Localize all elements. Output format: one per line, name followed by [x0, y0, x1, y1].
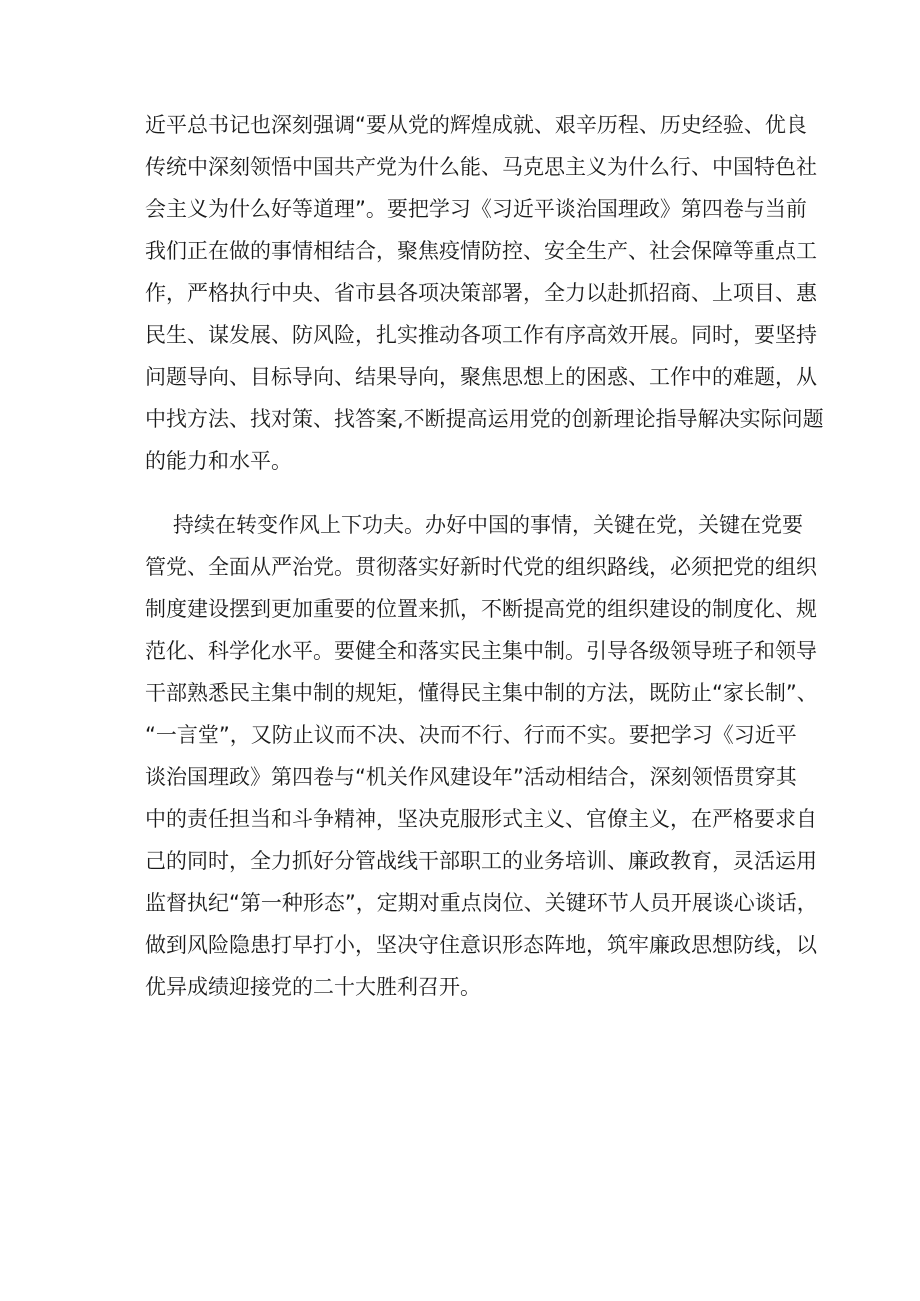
paragraph-line: 中找方法、找对策、找答案,不断提高运用党的创新理论指导解决实际问题: [145, 407, 824, 431]
paragraph-line: 民生、谋发展、防风险，扎实推动各项工作有序高效开展。同时，要坚持: [145, 323, 817, 347]
paragraph-line: 管党、全面从严治党。贯彻落实好新时代党的组织路线，必须把党的组织: [145, 555, 817, 579]
paragraph-line: 传统中深刻领悟中国共产党为什么能、马克思主义为什么行、中国特色社: [145, 155, 817, 179]
paragraph-line: 会主义为什么好等道理”。要把学习《习近平谈治国理政》第四卷与当前: [145, 197, 807, 221]
paragraph-line: 持续在转变作风上下功夫。办好中国的事情，关键在党，关键在党要: [173, 513, 803, 537]
paragraph-line: 监督执纪“第一种形态”，定期对重点岗位、关键环节人员开展谈心谈话，: [145, 891, 818, 915]
paragraph-line: 作，严格执行中央、省市县各项决策部署，全力以赴抓招商、上项目、惠: [145, 281, 817, 305]
paragraph-line: 谈治国理政》第四卷与“机关作风建设年”活动相结合，深刻领悟贯穿其: [145, 765, 797, 789]
paragraph-line: 问题导向、目标导向、结果导向，聚焦思想上的困惑、工作中的难题，从: [145, 365, 817, 389]
paragraph-line: “一言堂”，又防止议而不决、决而不行、行而不实。要把学习《习近平: [145, 723, 797, 747]
paragraph-line: 干部熟悉民主集中制的规矩，懂得民主集中制的方法，既防止“家长制”、: [145, 681, 818, 705]
paragraph-line: 优异成绩迎接党的二十大胜利召开。: [145, 975, 481, 999]
paragraph-line: 制度建设摆到更加重要的位置来抓，不断提高党的组织建设的制度化、规: [145, 597, 817, 621]
paragraph-line: 己的同时，全力抓好分管战线干部职工的业务培训、廉政教育，灵活运用: [145, 849, 817, 873]
paragraph-line: 范化、科学化水平。要健全和落实民主集中制。引导各级领导班子和领导: [145, 639, 817, 663]
paragraph-line: 做到风险隐患打早打小，坚决守住意识形态阵地，筑牢廉政思想防线，以: [145, 933, 817, 957]
paragraph-line: 中的责任担当和斗争精神，坚决克服形式主义、官僚主义，在严格要求自: [145, 807, 817, 831]
paragraph-line: 近平总书记也深刻强调“要从党的辉煌成就、艰辛历程、历史经验、优良: [145, 113, 807, 137]
paragraph-line: 我们正在做的事情相结合，聚焦疫情防控、安全生产、社会保障等重点工: [145, 239, 817, 263]
paragraph-line: 的能力和水平。: [145, 449, 292, 473]
